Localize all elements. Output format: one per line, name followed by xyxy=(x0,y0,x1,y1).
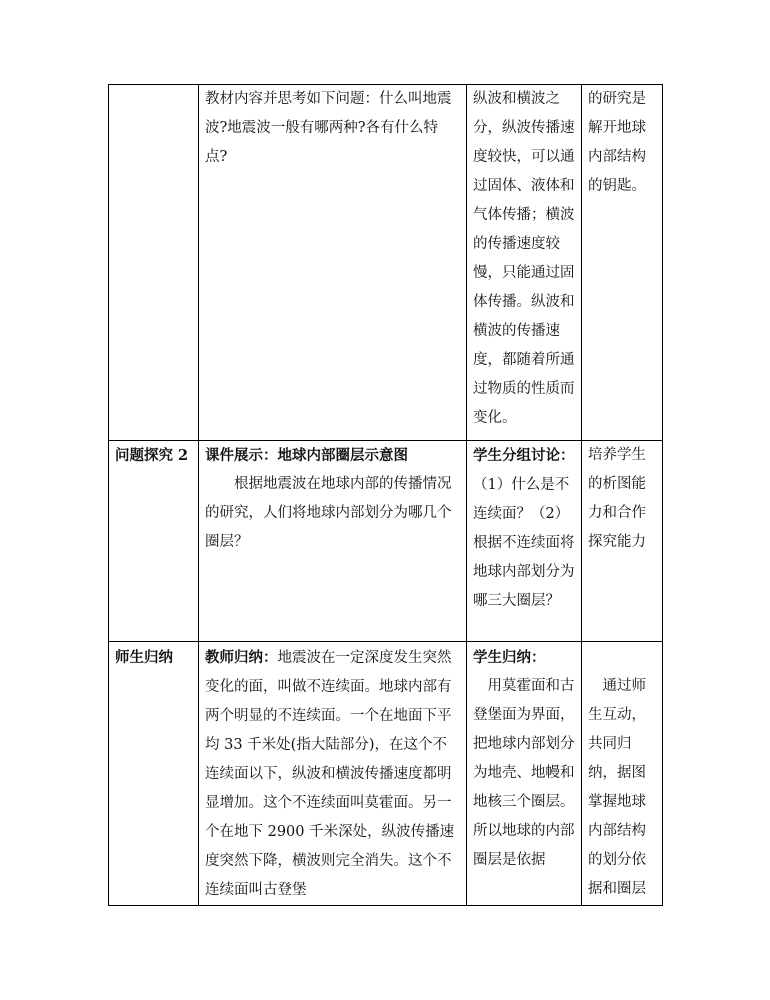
design-intent-text: 的研究是解开地球内部结构的钥匙。 xyxy=(588,91,646,194)
teacher-activity-cell xyxy=(199,85,467,441)
table-row xyxy=(109,642,663,906)
teacher-activity-heading: 课件展示：地球内部圈层示意图 xyxy=(205,447,408,464)
student-activity-cell xyxy=(467,642,582,906)
teacher-activity-text: 地震波在一定深度发生突然变化的面，叫做不连续面。地球内部有两个明显的不连续面。一个在地面下平均 33 千米处(指大陆部分)，在这个不连续面以下，纵波和横波传播速度都明显增加。这个不连续面叫莫霍面。另一个在地下 2900 千米深处，纵波传播速度突然下降，横波则完全消失。这个不连续面叫古登堡 xyxy=(205,650,455,898)
teacher-activity-text: 教材内容并思考如下问题：什么叫地震波?地震波一般有哪两种?各有什么特点? xyxy=(205,91,452,165)
student-activity-text: 纵波和横波之分，纵波传播速度较快，可以通过固体、液体和气体传播；横波的传播速度较慢，只能通过固体传播。纵波和横波的传播速度，都随着所通过物质的性质而变化。 xyxy=(473,91,575,426)
design-intent-cell xyxy=(582,642,663,906)
design-intent-cell xyxy=(582,85,663,441)
design-intent-text: 培养学生的析图能力和合作探究能力 xyxy=(588,447,646,550)
teacher-activity-cell xyxy=(199,441,467,642)
teacher-activity-cell xyxy=(199,642,467,906)
lesson-plan-table xyxy=(108,84,663,906)
student-activity-cell xyxy=(467,85,582,441)
student-activity-heading: 学生分组讨论： xyxy=(473,447,575,464)
stage-cell xyxy=(109,441,199,642)
student-activity-text: 用莫霍面和古登堡面为界面，把地球内部划分为地壳、地幔和地核三个圈层。所以地球的内部圈层是依据 xyxy=(473,678,575,868)
student-activity-text: （1）什么是不连续面？（2）根据不连续面将地球内部划分为哪三大圈层？ xyxy=(473,477,575,609)
teacher-activity-heading: 教师归纳： xyxy=(205,649,278,666)
table-row xyxy=(109,441,663,642)
teacher-activity-text: 根据地震波在地球内部的传播情况的研究，人们将地球内部划分为哪几个圈层？ xyxy=(205,476,452,550)
student-activity-cell xyxy=(467,441,582,642)
student-activity-heading: 学生归纳： xyxy=(473,649,546,666)
stage-cell xyxy=(109,642,199,906)
stage-label: 问题探究 2 xyxy=(115,447,189,464)
stage-label: 师生归纳 xyxy=(115,649,173,666)
design-intent-text: 通过师生互动，共同归纳，据图掌握地球内部结构的划分依据和圈层 xyxy=(588,678,646,897)
stage-cell xyxy=(109,85,199,441)
design-intent-cell xyxy=(582,441,663,642)
table-row xyxy=(109,85,663,441)
